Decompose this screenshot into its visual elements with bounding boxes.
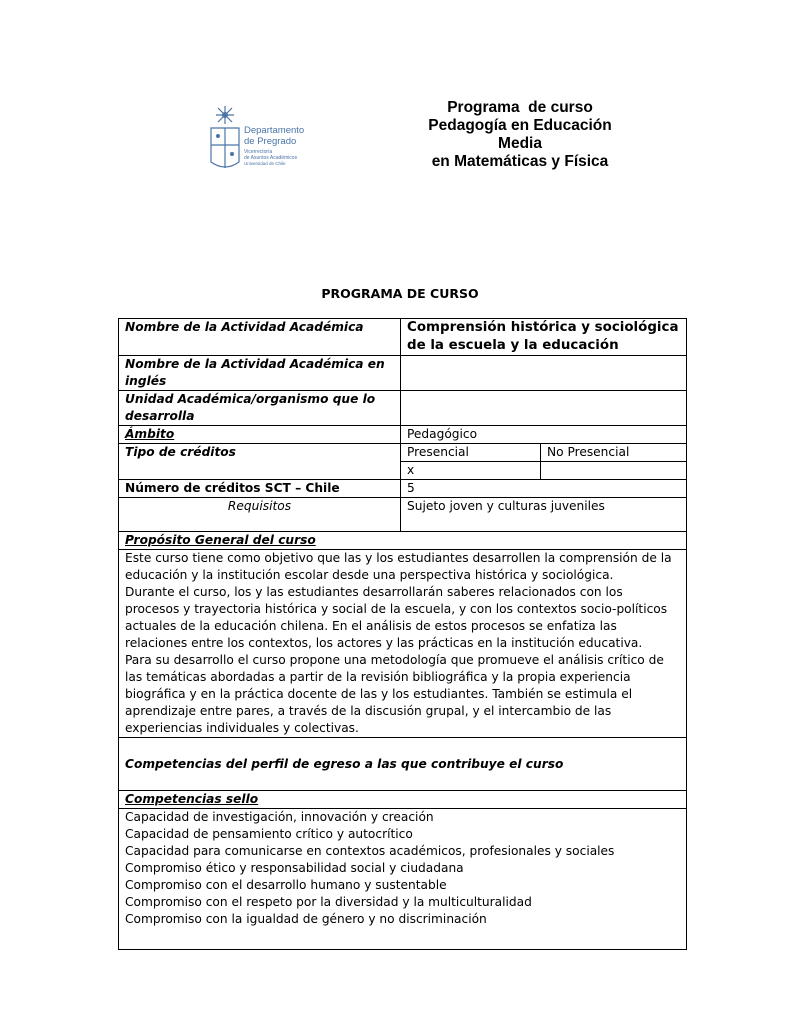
purpose-text <box>119 550 687 738</box>
scope-label <box>119 426 401 444</box>
seal-competencies-label-text: Competencias sello <box>125 792 259 806</box>
academic-unit-label: Unidad Académica/organismo que lo desarrolla <box>119 391 401 426</box>
header-line-3: Media <box>498 135 542 152</box>
table-row <box>119 426 687 444</box>
table-row <box>119 498 687 532</box>
header-line-1: Programa de curso <box>447 99 593 116</box>
list-item: Capacidad de pensamiento crítico y autocrítico <box>125 827 413 841</box>
purpose-paragraph: Durante el curso, los y las estudiantes desarrollarán saberes relacionados con los procesos y trayectoria histórica y social de la escuela, y con los contextos socio-políticos actuales de la educación chilena. En el análisis de estos procesos se enfatiza las relaciones entre los contextos, los actores y las prácticas en la institución educativa. <box>125 585 668 650</box>
activity-name-value: Comprensión histórica y sociológica de la escuela y la educación <box>401 319 687 356</box>
list-item: Compromiso con el respeto por la diversidad y la multiculturalidad <box>125 895 532 909</box>
university-seal-icon <box>208 104 242 174</box>
academic-unit-value <box>401 391 687 426</box>
competencies-label: Competencias del perfil de egreso a las que contribuye el curso <box>119 738 687 791</box>
purpose-label <box>119 532 687 550</box>
table-row <box>119 791 687 809</box>
table-row <box>119 356 687 391</box>
presencial-mark: x <box>401 462 541 480</box>
table-row <box>119 809 687 950</box>
header-line-2: Pedagogía en Educación <box>428 117 612 134</box>
table-row <box>119 738 687 791</box>
english-name-value <box>401 356 687 391</box>
english-name-label: Nombre de la Actividad Académica en inglés <box>119 356 401 391</box>
no-presencial-label: No Presencial <box>541 444 687 462</box>
table-row <box>119 480 687 498</box>
course-program-table <box>118 318 687 950</box>
logo-line-4: de Asuntos Académicos <box>244 155 298 161</box>
no-presencial-mark <box>541 462 687 480</box>
logo-line-5: Universidad de Chile <box>244 161 286 166</box>
table-row <box>119 319 687 356</box>
presencial-label: Presencial <box>401 444 541 462</box>
logo-text <box>244 126 304 167</box>
seal-competencies-list <box>119 809 687 950</box>
requirements-value: Sujeto joven y culturas juveniles <box>401 498 687 532</box>
scope-value: Pedagógico <box>401 426 687 444</box>
purpose-label-text: Propósito General del curso <box>125 533 316 547</box>
purpose-paragraph: Para su desarrollo el curso propone una metodología que promueve el análisis crítico de las temáticas abordadas a partir de la revisión bibliográfica y la propia experiencia biográfica y en la práctica docente de las y los estudiantes. También se estimula el aprendizaje entre pares, a través de la discusión grupal, y el intercambio de las experiencias individuales y colectivas. <box>125 653 664 735</box>
credit-type-label: Tipo de créditos <box>119 444 401 480</box>
list-item: Capacidad para comunicarse en contextos académicos, profesionales y sociales <box>125 844 615 858</box>
logo-line-3: Vicerrectoría <box>244 149 273 155</box>
table-row <box>119 532 687 550</box>
header-line-4: en Matemáticas y Física <box>431 153 609 170</box>
program-header <box>400 99 640 171</box>
logo-line-1: Departamento <box>244 125 305 136</box>
table-row <box>119 550 687 738</box>
list-item: Compromiso ético y responsabilidad social y ciudadana <box>125 861 464 875</box>
credits-value: 5 <box>401 480 687 498</box>
list-item: Compromiso con la igualdad de género y no discriminación <box>125 912 487 926</box>
document-title: PROGRAMA DE CURSO <box>321 286 479 301</box>
table-row <box>119 391 687 426</box>
logo-line-2: de Pregrado <box>244 135 297 147</box>
purpose-paragraph: Este curso tiene como objetivo que las y los estudiantes desarrollen la comprensión de la educación y la institución escolar desde una perspectiva histórica y sociológica. <box>125 551 672 582</box>
activity-name-label: Nombre de la Actividad Académica <box>119 319 401 356</box>
requirements-label: Requisitos <box>119 498 401 532</box>
credits-label: Número de créditos SCT – Chile <box>119 480 401 498</box>
list-item: Compromiso con el desarrollo humano y sustentable <box>125 878 447 892</box>
table-row <box>119 444 687 462</box>
list-item: Capacidad de investigación, innovación y creación <box>125 810 434 824</box>
department-logo <box>208 104 348 176</box>
scope-label-text: Ámbito <box>125 427 175 441</box>
seal-competencies-label <box>119 791 687 809</box>
